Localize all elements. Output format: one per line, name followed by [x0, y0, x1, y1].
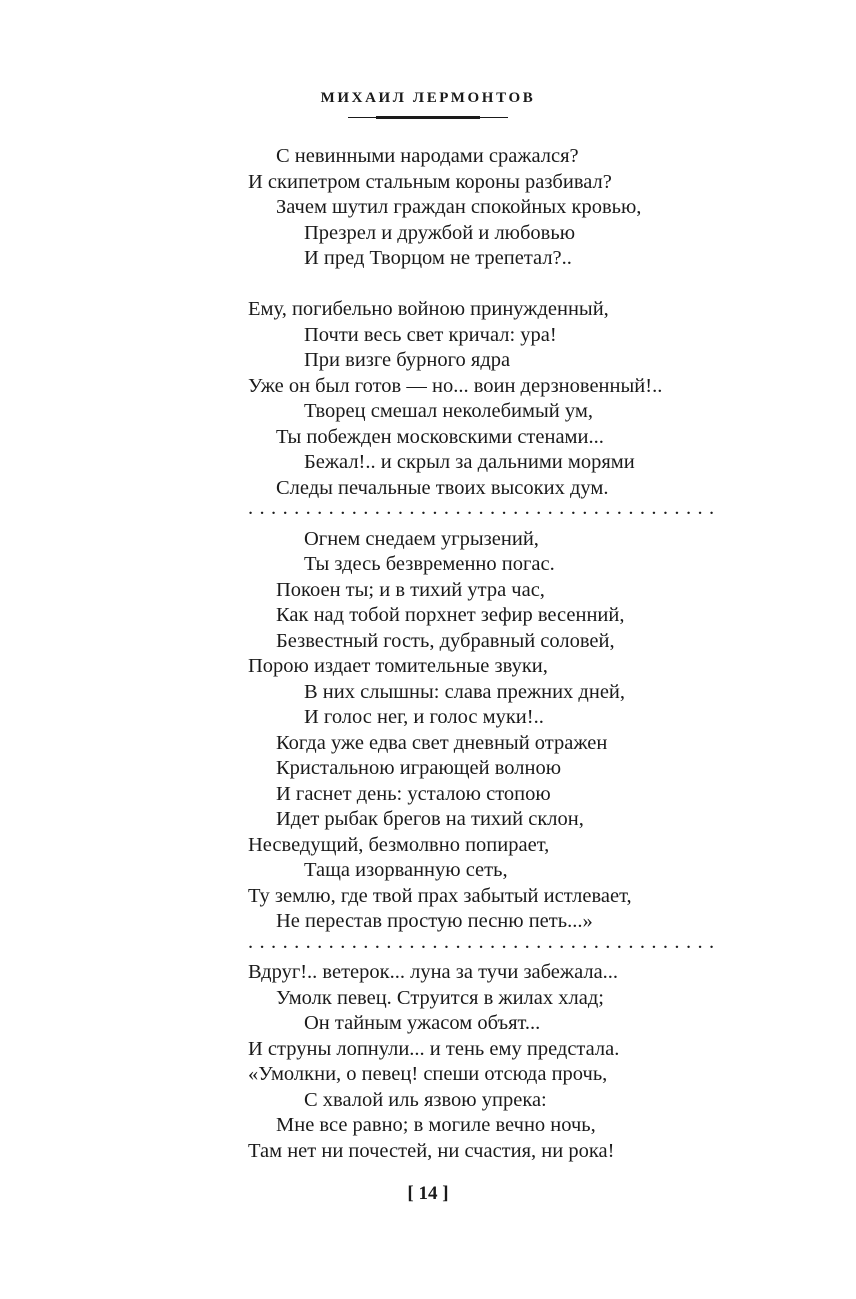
running-header: [0, 88, 856, 119]
poem-line: Ему, погибельно войною принужденный,: [248, 298, 609, 320]
poem-line: Зачем шутил граждан спокойных кровью,: [276, 196, 642, 218]
poem-line: Безвестный гость, дубравный соловей,: [276, 629, 615, 652]
poem-line: Таща изорванную сеть,: [304, 859, 508, 881]
poem-line: Несведущий, безмолвно попирает,: [248, 833, 550, 856]
poem-line: Мне все равно; в могиле вечно ночь,: [276, 1114, 596, 1136]
poem-line: Кристальною играющей волною: [276, 757, 562, 779]
poem-line: Почти весь свет кричал: ура!: [304, 323, 557, 346]
poem-line: Когда уже едва свет дневный отражен: [276, 731, 608, 754]
poem-line: Не перестав простую песню петь...»: [276, 910, 593, 932]
poem-line: И пред Творцом не трепетал?..: [304, 247, 572, 269]
poem-line: И струны лопнули... и тень ему предстала.: [248, 1037, 620, 1060]
poem-line: Презрел и дружбой и любовью: [304, 221, 576, 244]
dotted-separator: .........................................: [248, 930, 721, 953]
poem-line: Ты побежден московскими стенами...: [276, 425, 604, 448]
poem-line: Творец смешал неколебимый ум,: [304, 400, 593, 422]
poem-line: И скипетром стальным короны разбивал?: [248, 170, 612, 193]
poem-text: [248, 144, 768, 1164]
poem-line: Как над тобой порхнет зефир весенний,: [276, 604, 625, 626]
poem-line: Порою издает томительные звуки,: [248, 655, 548, 677]
poem-line: Бежал!.. и скрыл за дальними морями: [304, 451, 635, 473]
poem-line: При визге бурного ядра: [304, 349, 511, 371]
poem-line: Там нет ни почестей, ни счастия, ни рока!: [248, 1139, 615, 1162]
poem-line: Уже он был готов — но... воин дерзновенный!..: [248, 374, 663, 397]
poem-line: Ты здесь безвременно погас.: [304, 553, 555, 575]
poem-line: В них слышны: слава прежних дней,: [304, 680, 626, 703]
page-number: [ 14 ]: [407, 1183, 449, 1204]
poem-line: Огнем снедаем угрызений,: [304, 527, 539, 550]
poem-line: Ту землю, где твой прах забытый истлевает,: [248, 884, 632, 907]
poem-line: И голос нег, и голос муки!..: [304, 706, 544, 728]
header-rule-thick-line: [376, 116, 480, 119]
poem-line: Следы печальные твоих высоких дум.: [276, 476, 609, 499]
poem-line: С хвалой иль язвою упрека:: [304, 1088, 547, 1111]
poem-line: Покоен ты; и в тихий утра час,: [276, 578, 545, 601]
poem-line: И гаснет день: усталою стопою: [276, 782, 551, 805]
header-rule: [348, 116, 508, 119]
dotted-separator: .........................................: [248, 497, 721, 519]
stanza-gap: [248, 272, 768, 298]
poem-line: С невинными народами сражался?: [276, 145, 579, 167]
author-name: МИХАИЛ ЛЕРМОНТОВ: [320, 90, 536, 106]
poem-line: Он тайным ужасом объят...: [304, 1012, 541, 1034]
poem-line: Вдруг!.. ветерок... луна за тучи забежала...: [248, 961, 619, 983]
poem-line: Идет рыбак брегов на тихий склон,: [276, 808, 584, 830]
poem-line: «Умолкни, о певец! спеши отсюда прочь,: [248, 1063, 608, 1085]
poem-line: Умолк певец. Струится в жилах хлад;: [276, 986, 604, 1009]
